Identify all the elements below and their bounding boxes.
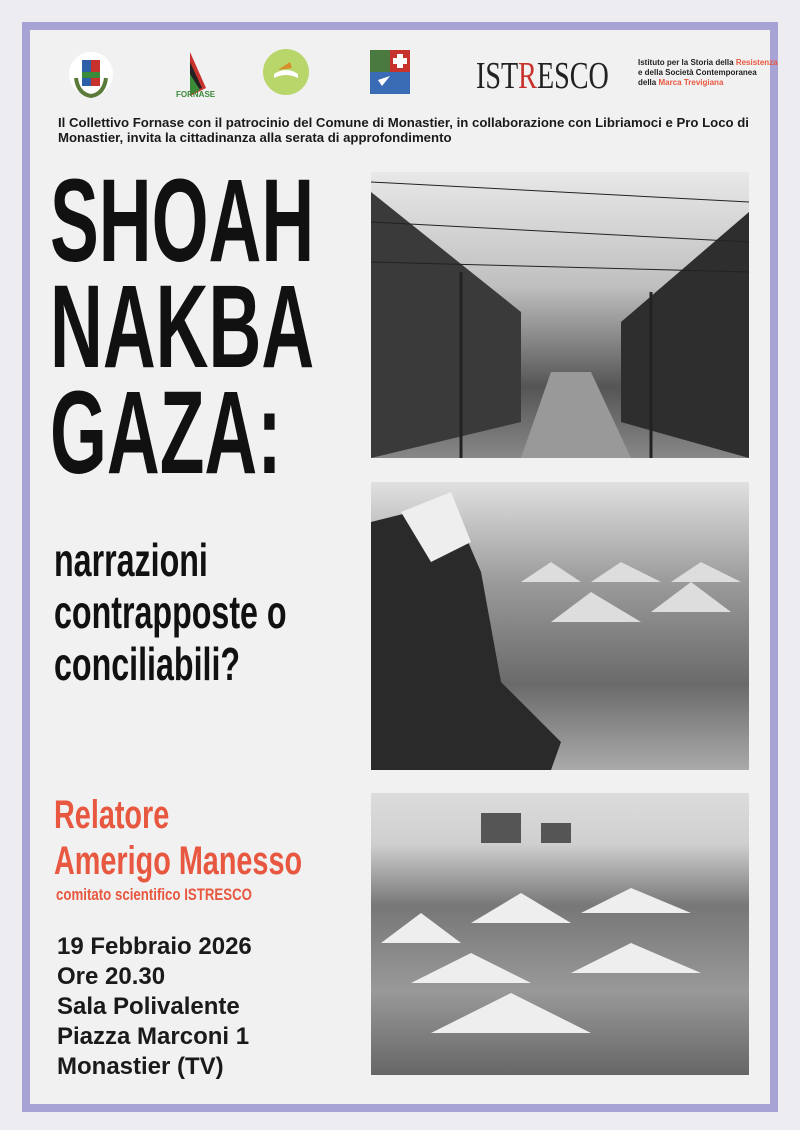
speaker (54, 792, 399, 906)
speaker-name: Amerigo Manesso (54, 839, 303, 883)
speaker-role: comitato scientifico ISTRESCO (56, 885, 252, 904)
subtitle-line: contrapposte o (54, 586, 287, 638)
photo-gaza (371, 793, 749, 1075)
istresco-tagline: Istituto per la Storia della Resistenza e della Società Contemporanea della Marca Trevigiana (638, 58, 778, 87)
libriamoci-logo (262, 48, 308, 98)
event-town: Monastier (TV) (57, 1053, 224, 1080)
subtitle (54, 534, 386, 690)
subtitle-line: conciliabili? (54, 638, 241, 690)
speaker-label: Relatore (54, 793, 170, 837)
photo-nakba-camp (371, 482, 749, 770)
title-line: NAKBA (50, 261, 315, 393)
event-date: 19 Febbraio 2026 (57, 933, 252, 960)
intro-text: Il Collettivo Fornase con il patrocinio del Comune di Monastier, in collaborazione con Libriamoci e Pro Loco di Monastier, invita la cittadinanza alla serata di approfondimento (58, 115, 749, 145)
pro-loco-crest-logo (368, 48, 414, 98)
event-address: Piazza Marconi 1 (57, 1023, 250, 1050)
photo-auschwitz (371, 172, 749, 458)
event-details (57, 932, 252, 1082)
comune-crest-logo (68, 48, 114, 98)
event-venue: Sala Polivalente (57, 993, 240, 1020)
fornase-logo (172, 48, 218, 98)
title-line: GAZA: (50, 367, 282, 499)
title-line: SHOAH (50, 155, 315, 287)
svg-text:FORNASE: FORNASE (176, 90, 216, 98)
event-time: Ore 20.30 (57, 963, 166, 990)
subtitle-line: narrazioni (54, 534, 208, 586)
istresco-logo: ISTRESCO (476, 55, 609, 97)
